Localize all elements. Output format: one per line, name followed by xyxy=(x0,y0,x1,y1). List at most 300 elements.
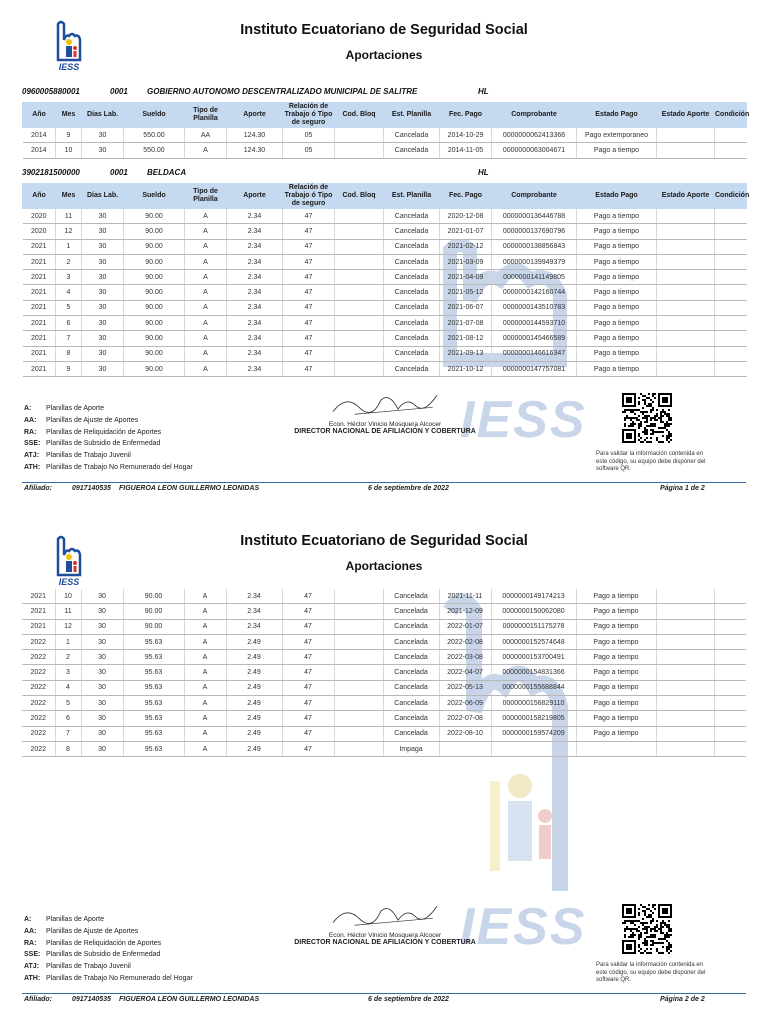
table-cell: 2021-08-12 xyxy=(440,331,492,346)
legend-text: Planillas de Ajuste de Aportes xyxy=(46,927,139,935)
table-row xyxy=(22,726,746,741)
table-cell: 05 xyxy=(283,128,335,143)
table-cell: 47 xyxy=(282,619,334,634)
column-header: Relación de Trabajo ó Tipo de seguro xyxy=(283,103,335,128)
table-cell: 2021 xyxy=(22,604,55,619)
table-cell xyxy=(576,741,656,756)
table-cell: Cancelada xyxy=(383,634,439,649)
table-cell: 2.34 xyxy=(227,209,283,224)
table-cell: 30 xyxy=(81,589,123,604)
table-cell: 0000000144593710 xyxy=(492,316,577,331)
table-cell: 0000000155688844 xyxy=(491,680,576,695)
table-cell: 47 xyxy=(283,254,335,269)
table-cell: A xyxy=(184,589,226,604)
table-cell xyxy=(439,741,491,756)
table-cell: A xyxy=(185,270,227,285)
table-cell: 2.49 xyxy=(226,741,282,756)
table-cell xyxy=(657,224,715,239)
table-cell xyxy=(335,300,384,315)
table-cell: 2022 xyxy=(22,726,55,741)
table-cell: 0000000149174213 xyxy=(491,589,576,604)
table-cell: 0000000141149805 xyxy=(492,270,577,285)
table-cell xyxy=(714,741,746,756)
table-cell: Pago a tiempo xyxy=(577,285,657,300)
table-cell: 0000000158219805 xyxy=(491,711,576,726)
contributions-table-3 xyxy=(22,589,746,757)
table-cell: 2021-07-08 xyxy=(440,316,492,331)
table-cell: 47 xyxy=(282,680,334,695)
table-cell xyxy=(715,270,747,285)
signature-scribble xyxy=(320,901,450,927)
table-cell: 2022 xyxy=(22,696,55,711)
signer-name: Econ. Héctor Vinicio Mosquera Alcocer xyxy=(328,932,442,939)
table-cell xyxy=(715,209,747,224)
table-cell: 0000000142160744 xyxy=(492,285,577,300)
table-row xyxy=(22,619,746,634)
table-cell: 47 xyxy=(283,361,335,376)
table-cell: Cancelada xyxy=(384,300,440,315)
column-header: Estado Aporte xyxy=(657,184,715,209)
table-cell: A xyxy=(185,239,227,254)
table-row xyxy=(23,239,747,254)
table-cell xyxy=(335,239,384,254)
footer xyxy=(22,482,746,495)
table-cell: 0000000137690796 xyxy=(492,224,577,239)
table-cell: 2.34 xyxy=(227,254,283,269)
iess-watermark: IESS xyxy=(400,591,600,896)
table-cell xyxy=(715,300,747,315)
table-cell: 30 xyxy=(82,128,124,143)
table-cell: 2022-02-08 xyxy=(439,634,491,649)
qr-code xyxy=(622,393,672,443)
table-cell: Pago a tiempo xyxy=(576,589,656,604)
table-cell xyxy=(714,604,746,619)
table-row xyxy=(23,331,747,346)
table-cell xyxy=(715,128,747,143)
legend-code: RA: xyxy=(24,939,37,947)
table-cell: 2021 xyxy=(22,589,55,604)
table-cell xyxy=(335,285,384,300)
table-cell xyxy=(334,634,383,649)
table-cell xyxy=(657,254,715,269)
table-cell: A xyxy=(185,346,227,361)
table-cell: 0000000147757081 xyxy=(492,361,577,376)
legend-text: Planillas de Aporte xyxy=(46,405,104,412)
table-cell xyxy=(714,680,746,695)
legend-item xyxy=(24,949,193,961)
table-cell: Cancelada xyxy=(383,650,439,665)
footer-label: Afiliado: xyxy=(24,485,52,492)
table-cell: 2022-04-07 xyxy=(439,665,491,680)
table-cell: 2021 xyxy=(23,270,56,285)
table-cell: A xyxy=(185,143,227,158)
table-cell xyxy=(656,711,714,726)
table-row xyxy=(22,665,746,680)
table-cell: 90.00 xyxy=(123,619,184,634)
table-cell: 550.00 xyxy=(124,143,185,158)
table-cell xyxy=(715,254,747,269)
table-cell xyxy=(715,224,747,239)
table-cell: 30 xyxy=(82,361,124,376)
table-cell: Cancelada xyxy=(383,665,439,680)
legend xyxy=(24,403,193,474)
table-cell: 0000000153700491 xyxy=(491,650,576,665)
table-cell: Cancelada xyxy=(384,143,440,158)
table-cell: 2021 xyxy=(23,346,56,361)
table-cell: Pago a tiempo xyxy=(576,650,656,665)
table-cell: A xyxy=(185,224,227,239)
employer-branch: 0001 xyxy=(110,168,128,177)
table-cell: 6 xyxy=(56,316,82,331)
table-row xyxy=(22,711,746,726)
legend-code: A: xyxy=(24,916,32,923)
table-cell xyxy=(656,741,714,756)
table-cell xyxy=(334,726,383,741)
table-cell xyxy=(715,143,747,158)
table-cell: A xyxy=(185,331,227,346)
table-cell: 2.34 xyxy=(226,604,282,619)
table-cell: 2020-12-08 xyxy=(440,209,492,224)
legend-item xyxy=(24,914,193,926)
table-cell: 0000000145466589 xyxy=(492,331,577,346)
institution-title: Instituto Ecuatoriano de Seguridad Social xyxy=(240,533,528,549)
column-header: Tipo de Planilla xyxy=(185,103,227,128)
table-cell: A xyxy=(184,650,226,665)
contributions-table-2 xyxy=(22,183,750,377)
table-cell: 30 xyxy=(81,665,123,680)
table-cell: A xyxy=(185,300,227,315)
table-cell: 2021 xyxy=(23,285,56,300)
table-cell: 0000000138856843 xyxy=(492,239,577,254)
table-cell: Pago a tiempo xyxy=(576,680,656,695)
table-cell xyxy=(334,741,383,756)
table-cell: 90.00 xyxy=(124,285,185,300)
table-cell: 47 xyxy=(283,270,335,285)
table-cell: Pago a tiempo xyxy=(577,346,657,361)
signature-block xyxy=(290,901,480,946)
table-cell: Cancelada xyxy=(383,680,439,695)
table-cell xyxy=(656,680,714,695)
table-cell: 30 xyxy=(81,634,123,649)
table-cell: A xyxy=(184,711,226,726)
table-cell: 95.63 xyxy=(123,680,184,695)
table-row xyxy=(23,209,747,224)
qr-note: Para validar la información contenida en este código, su equipo debe disponer del software QR. xyxy=(596,451,706,472)
table-cell xyxy=(657,316,715,331)
table-cell: Pago a tiempo xyxy=(577,239,657,254)
table-cell: Pago a tiempo xyxy=(577,361,657,376)
table-cell: 2 xyxy=(56,254,82,269)
table-cell xyxy=(335,254,384,269)
table-cell: 2014-11-05 xyxy=(440,143,492,158)
affiliate-id: 0917140535 xyxy=(72,996,111,1003)
table-cell: Cancelada xyxy=(384,331,440,346)
table-cell: 2022 xyxy=(22,711,55,726)
table-cell: 95.63 xyxy=(123,650,184,665)
table-cell: Pago a tiempo xyxy=(577,143,657,158)
svg-text:IESS: IESS xyxy=(58,62,80,72)
legend-item xyxy=(24,403,193,415)
table-cell: 2014 xyxy=(23,128,56,143)
table-cell xyxy=(334,696,383,711)
table-cell: 12 xyxy=(55,619,81,634)
report-date: 6 de septiembre de 2022 xyxy=(368,485,449,492)
table-cell xyxy=(714,619,746,634)
table-cell: 47 xyxy=(282,696,334,711)
column-header: Sueldo xyxy=(124,184,185,209)
table-cell: 47 xyxy=(282,711,334,726)
legend-item xyxy=(24,438,193,450)
table-row xyxy=(22,696,746,711)
table-row xyxy=(23,270,747,285)
signer-name: Econ. Héctor Vinicio Mosquera Alcocer xyxy=(328,421,442,428)
table-cell: 12 xyxy=(56,224,82,239)
legend-item xyxy=(24,973,193,985)
column-header: Fec. Pago xyxy=(440,184,492,209)
table-cell: 2021-06-07 xyxy=(440,300,492,315)
table-cell: 11 xyxy=(55,604,81,619)
table-cell: 2022 xyxy=(22,634,55,649)
table-cell: 6 xyxy=(55,711,81,726)
table-cell xyxy=(714,711,746,726)
table-cell: Cancelada xyxy=(383,619,439,634)
table-row xyxy=(23,128,747,143)
table-cell: 30 xyxy=(81,619,123,634)
table-cell xyxy=(656,650,714,665)
table-cell: 2 xyxy=(55,650,81,665)
table-cell: 550.00 xyxy=(124,128,185,143)
table-cell: 2.34 xyxy=(227,285,283,300)
table-cell xyxy=(334,680,383,695)
table-cell xyxy=(335,316,384,331)
legend-item xyxy=(24,427,193,439)
table-cell: A xyxy=(184,726,226,741)
table-cell: Pago a tiempo xyxy=(576,634,656,649)
table-cell: Cancelada xyxy=(384,128,440,143)
table-cell: 1 xyxy=(55,634,81,649)
column-header: Aporte xyxy=(227,103,283,128)
table-cell: 0000000152574648 xyxy=(491,634,576,649)
legend-text: Planillas de Trabajo Juvenil xyxy=(46,963,131,971)
table-cell xyxy=(657,331,715,346)
table-cell: 2.49 xyxy=(226,696,282,711)
employer-name: GOBIERNO AUTONOMO DESCENTRALIZADO MUNICIPAL DE SALITRE xyxy=(147,87,418,96)
table-cell: 2022-01-07 xyxy=(439,619,491,634)
table-cell xyxy=(714,696,746,711)
table-cell xyxy=(335,209,384,224)
table-cell: 2.49 xyxy=(226,726,282,741)
legend-text: Planillas de Reliquidación de Aportes xyxy=(46,939,162,947)
table-cell: Cancelada xyxy=(384,224,440,239)
employer-name: BELDACA xyxy=(147,168,187,177)
column-header: Días Lab. xyxy=(82,103,124,128)
page-number: Página 1 de 2 xyxy=(660,485,705,492)
table-cell: 2014 xyxy=(23,143,56,158)
table-cell: 30 xyxy=(82,316,124,331)
table-cell: 30 xyxy=(82,239,124,254)
table-cell: 0000000150062080 xyxy=(491,604,576,619)
table-cell: 90.00 xyxy=(124,331,185,346)
column-header: Est. Planilla xyxy=(384,103,440,128)
table-cell: 2021-12-09 xyxy=(439,604,491,619)
table-cell: 95.63 xyxy=(123,665,184,680)
table-cell xyxy=(334,650,383,665)
table-cell: 9 xyxy=(56,361,82,376)
table-cell: 2021-03-09 xyxy=(440,254,492,269)
table-cell: Cancelada xyxy=(384,316,440,331)
table-cell xyxy=(656,589,714,604)
table-cell: Cancelada xyxy=(384,209,440,224)
table-cell xyxy=(656,726,714,741)
legend-code: AA: xyxy=(24,416,37,424)
table-cell xyxy=(657,361,715,376)
table-cell: 2021-02-12 xyxy=(440,239,492,254)
table-cell: 30 xyxy=(82,270,124,285)
table-cell: A xyxy=(184,741,226,756)
legend-code: ATH: xyxy=(24,463,41,471)
table-cell: 30 xyxy=(81,741,123,756)
table-cell: Cancelada xyxy=(383,604,439,619)
table-cell: 2.34 xyxy=(227,346,283,361)
table-row xyxy=(23,224,747,239)
column-header: Tipo de Planilla xyxy=(185,184,227,209)
table-cell: 2.34 xyxy=(226,619,282,634)
table-cell: 47 xyxy=(282,665,334,680)
table-cell: 30 xyxy=(81,680,123,695)
table-cell: 2021 xyxy=(23,254,56,269)
table-cell: Cancelada xyxy=(384,346,440,361)
footer xyxy=(22,993,746,1006)
table-cell: Pago a tiempo xyxy=(576,604,656,619)
table-cell: 90.00 xyxy=(124,300,185,315)
table-cell: 95.63 xyxy=(123,726,184,741)
table-cell: 2.34 xyxy=(227,300,283,315)
legend-text: Planillas de Reliquidación de Aportes xyxy=(46,428,162,436)
affiliate-name: FIGUEROA LEON GUILLERMO LEONIDAS xyxy=(119,485,260,492)
column-header: Cod. Bloq xyxy=(335,103,384,128)
table-cell xyxy=(491,741,576,756)
table-cell: 90.00 xyxy=(124,361,185,376)
table-cell: 1 xyxy=(56,239,82,254)
legend xyxy=(24,914,193,985)
table-cell: 30 xyxy=(82,209,124,224)
table-cell: 8 xyxy=(56,346,82,361)
table-cell xyxy=(715,361,747,376)
column-header: Aporte xyxy=(227,184,283,209)
column-header: Cod. Bloq xyxy=(335,184,384,209)
table-cell: 2020 xyxy=(23,224,56,239)
table-cell: Pago a tiempo xyxy=(577,316,657,331)
table-cell: 30 xyxy=(82,331,124,346)
table-cell: 2022 xyxy=(22,680,55,695)
table-cell: 47 xyxy=(282,726,334,741)
footer-label: Afiliado: xyxy=(24,996,52,1003)
table-cell: 90.00 xyxy=(124,209,185,224)
table-cell: 7 xyxy=(55,726,81,741)
table-header-row xyxy=(23,103,747,128)
table-row xyxy=(22,634,746,649)
table-cell: Pago a tiempo xyxy=(577,331,657,346)
table-cell: 2022 xyxy=(22,665,55,680)
table-cell xyxy=(656,665,714,680)
table-cell: 0000000139949379 xyxy=(492,254,577,269)
signature-scribble xyxy=(320,390,450,416)
table-cell: A xyxy=(184,619,226,634)
table-cell: 47 xyxy=(283,224,335,239)
table-cell: 2020 xyxy=(23,209,56,224)
table-row xyxy=(22,680,746,695)
legend-text: Planillas de Aporte xyxy=(46,916,104,923)
table-cell: 30 xyxy=(82,254,124,269)
table-cell: 47 xyxy=(283,300,335,315)
qr-note: Para validar la información contenida en este código, su equipo debe disponer del software QR. xyxy=(596,962,706,983)
table-cell: AA xyxy=(185,128,227,143)
table-cell: 8 xyxy=(55,741,81,756)
table-cell: Pago a tiempo xyxy=(576,696,656,711)
table-cell xyxy=(657,143,715,158)
column-header: Relación de Trabajo ó Tipo de seguro xyxy=(283,184,335,209)
table-row xyxy=(23,316,747,331)
employer-code: HL xyxy=(478,87,489,96)
legend-item xyxy=(24,938,193,950)
table-cell xyxy=(714,665,746,680)
table-cell: 0000000062413366 xyxy=(492,128,577,143)
table-cell: Pago a tiempo xyxy=(577,209,657,224)
table-cell xyxy=(335,128,384,143)
table-cell: 2021 xyxy=(23,300,56,315)
table-cell: 7 xyxy=(56,331,82,346)
table-cell: 95.63 xyxy=(123,741,184,756)
table-cell: A xyxy=(184,696,226,711)
table-cell xyxy=(335,224,384,239)
table-cell: Pago a tiempo xyxy=(577,254,657,269)
table-cell xyxy=(335,143,384,158)
table-cell: 124.30 xyxy=(227,143,283,158)
table-cell: Cancelada xyxy=(384,239,440,254)
table-cell xyxy=(656,619,714,634)
table-cell: Cancelada xyxy=(384,270,440,285)
table-cell xyxy=(657,270,715,285)
table-cell xyxy=(715,285,747,300)
table-row xyxy=(23,143,747,158)
institution-title: Instituto Ecuatoriano de Seguridad Social xyxy=(240,22,528,38)
table-cell: 0000000136446788 xyxy=(492,209,577,224)
table-cell: Pago a tiempo xyxy=(576,619,656,634)
table-cell xyxy=(714,726,746,741)
report-title: Aportaciones xyxy=(345,559,423,573)
table-cell: 47 xyxy=(282,589,334,604)
column-header: Condición xyxy=(715,103,747,128)
table-row xyxy=(23,300,747,315)
table-cell: 2021-05-12 xyxy=(440,285,492,300)
table-cell: A xyxy=(184,665,226,680)
table-cell: 05 xyxy=(283,143,335,158)
table-cell xyxy=(715,239,747,254)
table-cell xyxy=(656,634,714,649)
legend-item xyxy=(24,450,193,462)
table-cell: Cancelada xyxy=(384,285,440,300)
table-cell xyxy=(715,316,747,331)
table-cell: 47 xyxy=(282,634,334,649)
legend-code: ATJ: xyxy=(24,963,40,971)
table-cell: 3 xyxy=(55,665,81,680)
table-cell: 2021-11-11 xyxy=(439,589,491,604)
affiliate-name: FIGUEROA LEON GUILLERMO LEONIDAS xyxy=(119,996,260,1003)
table-row xyxy=(22,589,746,604)
legend-code: SSE: xyxy=(24,951,41,959)
table-cell xyxy=(334,619,383,634)
table-cell xyxy=(657,128,715,143)
